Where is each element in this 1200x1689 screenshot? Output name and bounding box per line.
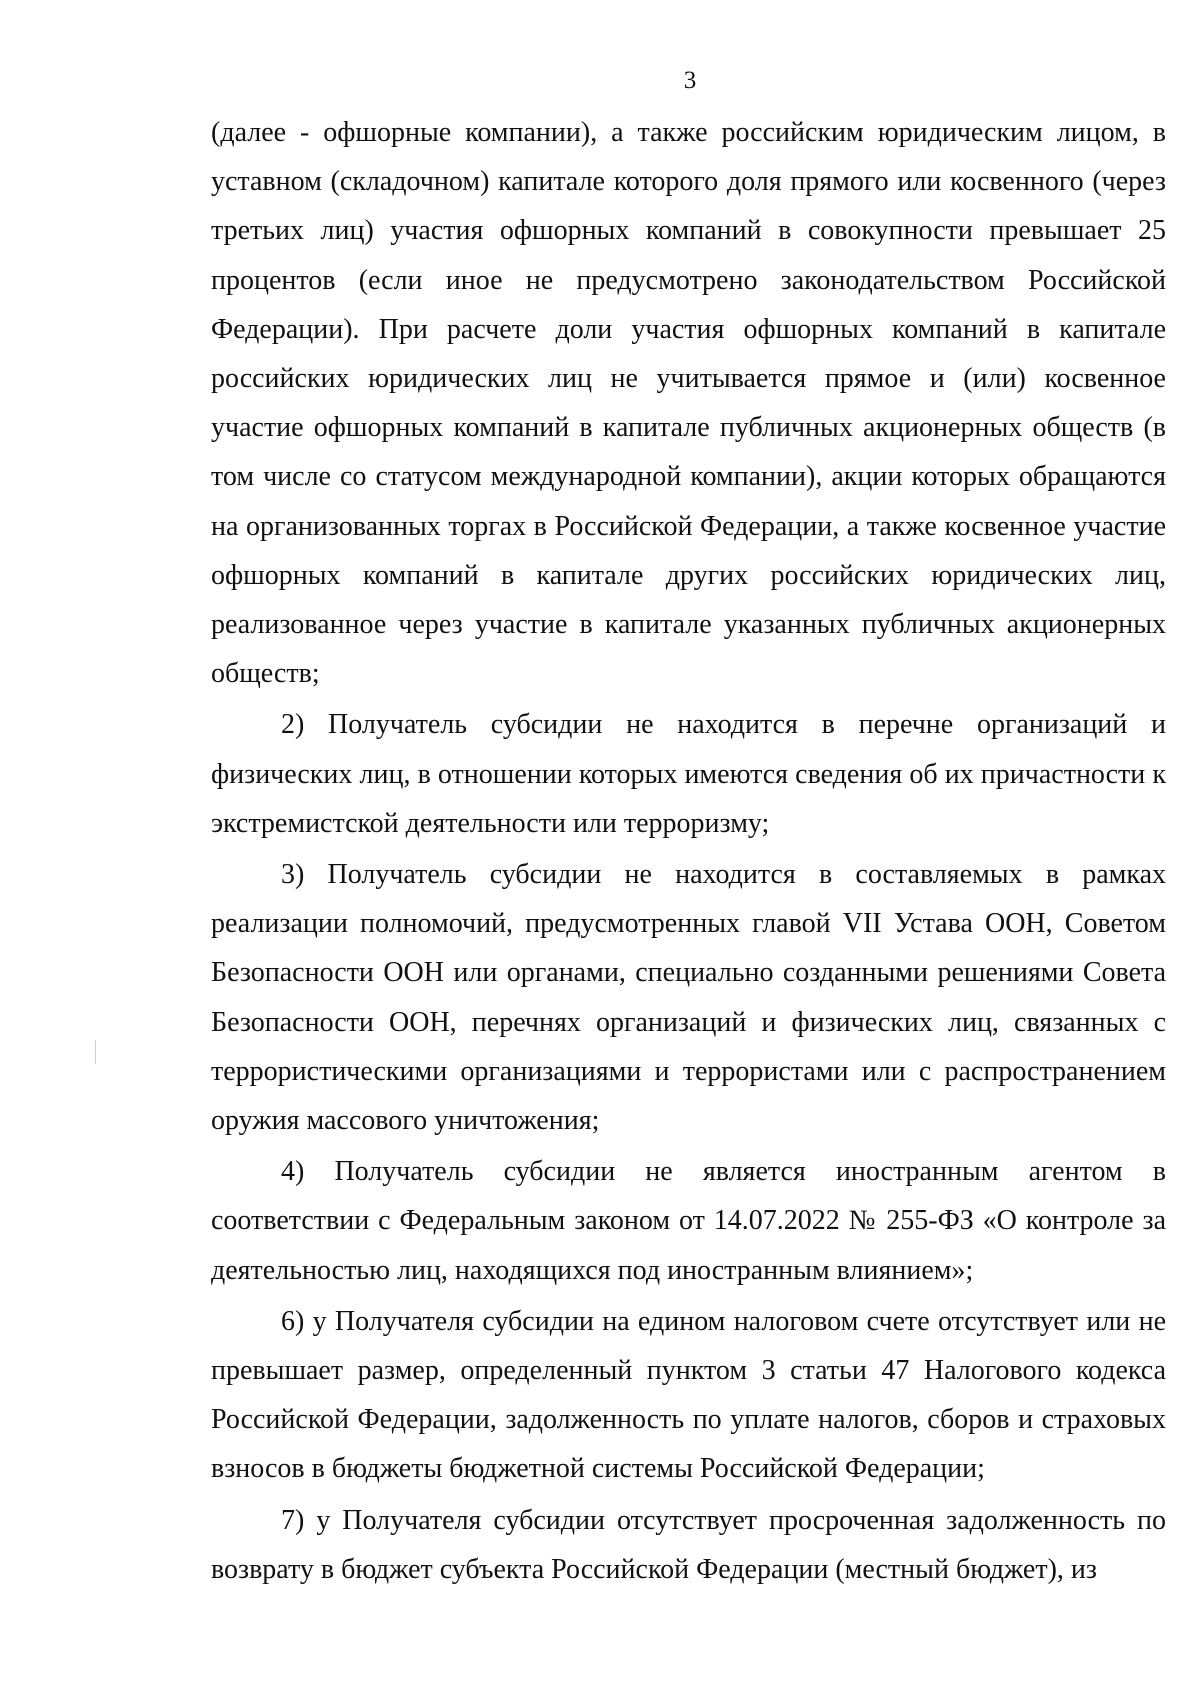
page-number: 3 bbox=[683, 67, 697, 94]
paragraph-item-4: 4) Получатель субсидии не является иностранным агентом в соответствии с Федеральным законом от 14.07.2022 № 255-ФЗ «О контроле за деятельностью лиц, находящихся под иностранным влиянием»; bbox=[211, 1156, 1166, 1286]
paragraph-item-3: 3) Получатель субсидии не находится в составляемых в рамках реализации полномочий, предусмотренных главой VII Устава ООН, Советом Безопасности ООН или органами, специально созданными решениями Совета Безопасности ООН, перечнях организаций и физических лиц, связанных с террористическими организациями и террористами или с распространением оружия массового уничтожения; bbox=[211, 859, 1166, 1137]
paragraph-continuation: (далее - офшорные компании), а также российским юридическим лицом, в уставном (складочном) капитале которого доля прямого или косвенного (через третьих лиц) участия офшорных компаний в совокупности превышает 25 процентов (если иное не предусмотрено законодательством Российской Федерации). При расчете доли участия офшорных компаний в капитале российских юридических лиц не учитывается прямое и (или) косвенное участие офшорных компаний в капитале публичных акционерных обществ (в том числе со статусом международной компании), акции которых обращаются на организованных торгах в Российской Федерации, а также косвенное участие офшорных компаний в капитале других российских юридических лиц, реализованное через участие в капитале указанных публичных акционерных обществ; bbox=[211, 117, 1166, 690]
paragraph-item-7: 7) у Получателя субсидии отсутствует просроченная задолженность по возврату в бюджет субъекта Российской Федерации (местный бюджет), из bbox=[211, 1504, 1166, 1585]
paragraph-item-2: 2) Получатель субсидии не находится в перечне организаций и физических лиц, в отношении которых имеются сведения об их причастности к экстремистской деятельности или терроризму; bbox=[211, 709, 1166, 839]
paragraph-item-6: 6) у Получателя субсидии на едином налоговом счете отсутствует или не превышает размер, определенный пунктом 3 статьи 47 Налогового кодекса Российской Федерации, задолженность по уплате налогов, сборов и страховых взносов в бюджеты бюджетной системы Российской Федерации; bbox=[211, 1305, 1166, 1485]
document-body bbox=[211, 108, 1166, 1594]
scan-artifact-line bbox=[95, 1040, 96, 1064]
